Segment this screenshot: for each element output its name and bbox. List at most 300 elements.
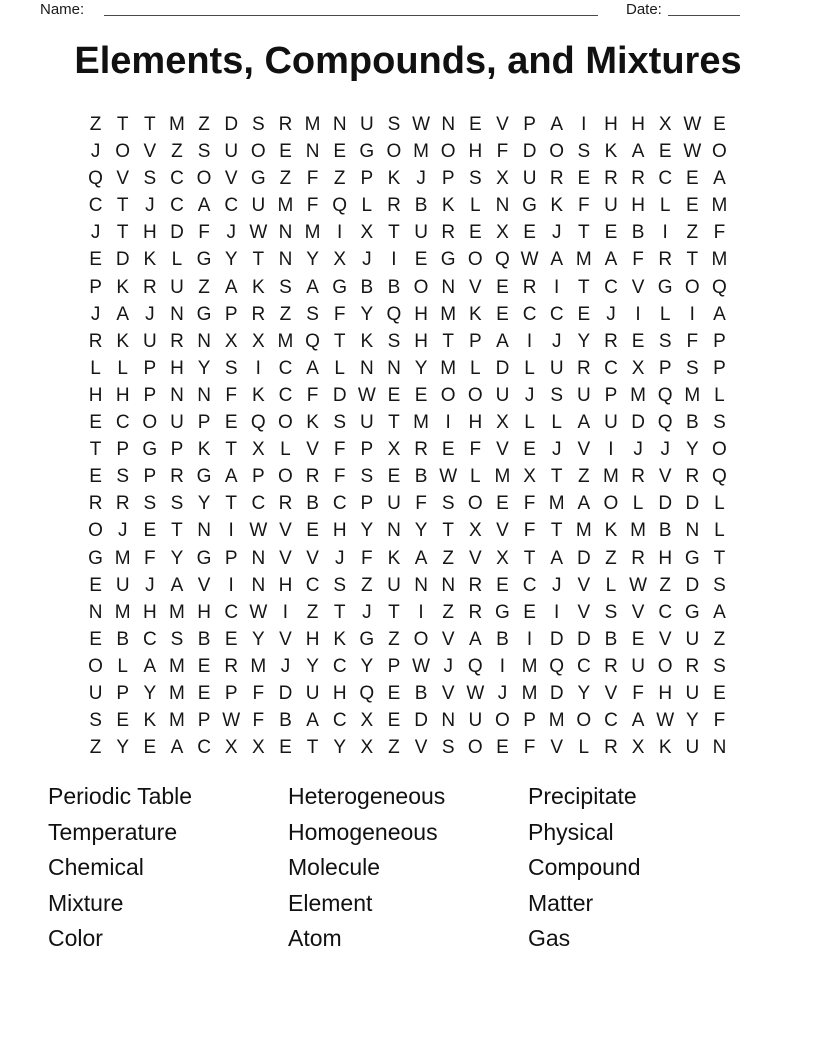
grid-letter: S (685, 357, 699, 379)
grid-letter: C (251, 493, 266, 515)
grid-letter: M (603, 466, 619, 488)
grid-letter: A (550, 547, 564, 569)
grid-letter: G (88, 547, 103, 569)
grid-letter: H (197, 601, 211, 623)
grid-letter: E (414, 249, 428, 271)
grid-letter: Z (361, 574, 373, 596)
grid-letter: J (90, 141, 101, 163)
grid-letter: A (197, 195, 211, 217)
grid-letter: R (604, 168, 618, 190)
grid-letter: T (333, 601, 346, 623)
grid-letter: E (224, 412, 238, 434)
grid-letter: U (115, 574, 130, 596)
grid-letter: Z (306, 601, 319, 623)
grid-letter: F (523, 493, 536, 515)
grid-letter: J (551, 439, 562, 461)
grid-letter: T (550, 520, 563, 542)
grid-letter: L (632, 493, 644, 515)
grid-letter: K (251, 276, 265, 298)
word-list-item: Mixture (48, 889, 124, 916)
grid-letter: S (713, 574, 726, 596)
grid-letter: I (526, 628, 533, 650)
grid-letter: G (684, 547, 700, 569)
grid-letter: S (170, 493, 184, 515)
grid-letter: F (632, 249, 644, 271)
grid-letter: C (115, 412, 130, 434)
grid-letter: B (387, 276, 401, 298)
grid-letter: D (278, 682, 293, 704)
grid-letter: S (251, 114, 265, 135)
grid-letter: F (252, 710, 265, 732)
grid-letter: N (441, 574, 456, 596)
grid-letter: E (468, 222, 482, 244)
grid-letter: R (631, 168, 645, 190)
grid-letter: N (251, 574, 266, 596)
grid-letter: L (659, 303, 671, 325)
grid-letter: B (306, 493, 319, 515)
grid-letter: S (170, 628, 184, 650)
grid-letter: R (387, 195, 401, 217)
grid-letter: I (689, 303, 695, 325)
grid-letter: K (468, 303, 482, 325)
grid-letter: C (197, 737, 211, 759)
grid-letter: Q (549, 655, 565, 677)
grid-letter: M (250, 655, 267, 677)
grid-letter: T (388, 222, 400, 244)
grid-letter: J (145, 195, 155, 217)
grid-letter: S (387, 114, 401, 135)
grid-letter: R (142, 276, 157, 298)
grid-letter: Y (414, 357, 428, 379)
grid-letter: N (414, 574, 428, 596)
grid-letter: I (581, 114, 587, 135)
grid-letter: V (279, 520, 292, 542)
grid-letter: C (576, 655, 591, 677)
grid-letter: L (551, 412, 562, 434)
grid-letter: C (604, 276, 618, 298)
grid-letter: U (414, 222, 428, 244)
grid-letter: J (145, 303, 155, 325)
grid-letter: M (277, 195, 294, 217)
grid-letter: Q (386, 303, 402, 325)
grid-letter: G (196, 249, 212, 271)
grid-letter: E (143, 520, 157, 542)
grid-letter: V (468, 276, 482, 298)
grid-letter: E (577, 303, 591, 325)
grid-letter: O (467, 249, 483, 271)
grid-letter: F (632, 682, 644, 704)
grid-letter: W (412, 114, 431, 135)
grid-letter: D (631, 412, 645, 434)
grid-letter: G (196, 466, 212, 488)
grid-letter: O (278, 466, 293, 488)
grid-letter: V (658, 628, 672, 650)
grid-letter: R (604, 737, 618, 759)
grid-letter: L (578, 737, 590, 759)
grid-letter: P (224, 547, 238, 569)
grid-letter: D (549, 682, 564, 704)
grid-letter: D (576, 628, 591, 650)
grid-letter: U (685, 682, 700, 704)
grid-letter: R (278, 114, 293, 135)
grid-letter: F (415, 493, 427, 515)
grid-letter: L (714, 520, 725, 542)
grid-letter: Y (414, 520, 428, 542)
grid-letter: A (604, 249, 618, 271)
grid-letter: Z (279, 168, 292, 190)
word-search-grid (82, 111, 733, 761)
grid-letter: E (143, 737, 157, 759)
grid-letter: E (197, 655, 211, 677)
grid-letter: X (631, 737, 645, 759)
grid-letter: V (224, 168, 238, 190)
grid-letter: M (521, 682, 538, 704)
grid-letter: Y (224, 249, 238, 271)
grid-letter: O (440, 141, 456, 163)
grid-letter: K (604, 141, 618, 163)
grid-letter: V (468, 547, 482, 569)
grid-letter: T (686, 249, 699, 271)
page-title: Elements, Compounds, and Mixtures (74, 40, 742, 82)
grid-letter: A (713, 601, 726, 623)
grid-letter: M (630, 384, 646, 406)
grid-letter: N (170, 303, 184, 325)
grid-letter: Q (657, 384, 673, 406)
grid-letter: T (442, 330, 454, 352)
grid-letter: E (713, 114, 726, 135)
grid-letter: U (685, 628, 700, 650)
grid-letter: B (116, 628, 130, 650)
grid-letter: E (89, 249, 102, 271)
grid-letter: S (143, 493, 157, 515)
grid-letter: E (523, 222, 536, 244)
grid-letter: T (171, 520, 183, 542)
grid-letter: X (468, 520, 482, 542)
grid-letter: I (662, 222, 668, 244)
grid-letter: Y (197, 357, 211, 379)
grid-letter: K (550, 195, 564, 217)
word-list-item: Color (48, 925, 103, 952)
grid-letter: N (712, 737, 727, 759)
grid-letter: E (387, 682, 401, 704)
grid-letter: T (116, 114, 129, 135)
grid-letter: N (685, 520, 700, 542)
grid-letter: N (495, 195, 510, 217)
grid-letter: O (196, 168, 212, 190)
grid-letter: S (306, 303, 319, 325)
grid-letter: U (305, 682, 320, 704)
grid-letter: A (577, 412, 591, 434)
grid-letter: F (713, 710, 726, 732)
date-label: Date: (626, 1, 662, 18)
grid-letter: A (631, 141, 645, 163)
grid-letter: H (115, 384, 130, 406)
grid-letter: P (143, 384, 157, 406)
grid-letter: X (496, 222, 509, 244)
grid-letter: B (279, 710, 292, 732)
grid-letter: R (305, 466, 320, 488)
grid-letter: E (604, 222, 618, 244)
word-list-item: Periodic Table (48, 783, 193, 809)
grid-letter: H (604, 114, 618, 135)
grid-letter: A (306, 276, 319, 298)
grid-letter: P (116, 439, 130, 461)
grid-letter: W (249, 520, 268, 542)
grid-letter: S (143, 168, 157, 190)
grid-letter: J (497, 682, 508, 704)
grid-letter: E (116, 710, 130, 732)
grid-letter: Y (577, 330, 591, 352)
grid-letter: U (251, 195, 266, 217)
grid-letter: J (117, 520, 128, 542)
grid-letter: R (658, 249, 673, 271)
grid-letter: K (251, 384, 265, 406)
grid-letter: A (550, 114, 564, 135)
grid-letter: N (251, 547, 266, 569)
grid-letter: D (685, 574, 700, 596)
grid-letter: W (222, 710, 241, 732)
grid-letter: G (359, 141, 375, 163)
grid-letter: T (388, 601, 400, 623)
grid-letter: Y (197, 493, 211, 515)
grid-letter: X (387, 439, 401, 461)
grid-letter: Z (442, 601, 454, 623)
grid-letter: T (89, 439, 102, 461)
grid-letter: W (357, 384, 376, 406)
grid-letter: V (143, 141, 157, 163)
grid-letter: E (685, 168, 699, 190)
grid-letter: T (116, 195, 129, 217)
grid-letter: F (306, 195, 319, 217)
grid-letter: K (658, 737, 672, 759)
grid-letter: C (278, 384, 293, 406)
grid-letter: G (142, 439, 158, 461)
grid-letter: I (554, 276, 560, 298)
grid-letter: T (306, 737, 319, 759)
grid-letter: M (548, 710, 565, 732)
grid-letter: J (362, 601, 372, 623)
grid-letter: Y (360, 303, 374, 325)
grid-letter: K (360, 330, 374, 352)
grid-letter: K (387, 168, 401, 190)
grid-letter: C (604, 357, 618, 379)
grid-letter: D (495, 357, 510, 379)
grid-letter: D (549, 628, 564, 650)
grid-letter: Y (360, 655, 374, 677)
grid-letter: X (496, 412, 509, 434)
grid-letter: A (496, 330, 509, 352)
grid-letter: I (608, 439, 614, 461)
grid-letter: P (360, 493, 374, 515)
grid-letter: E (468, 114, 482, 135)
grid-letter: L (659, 195, 671, 217)
grid-letter: R (631, 547, 645, 569)
grid-letter: M (169, 682, 185, 704)
grid-letter: O (278, 412, 293, 434)
grid-letter: E (577, 168, 591, 190)
grid-letter: Q (495, 249, 510, 271)
grid-letter: M (711, 249, 728, 271)
grid-letter: R (468, 601, 483, 623)
grid-letter: C (88, 195, 103, 217)
grid-letter: M (521, 655, 538, 677)
grid-letter: O (142, 412, 158, 434)
grid-letter: J (524, 384, 535, 406)
grid-letter: Q (467, 655, 483, 677)
grid-letter: C (604, 710, 618, 732)
grid-letter: N (278, 222, 293, 244)
grid-letter: T (225, 439, 237, 461)
grid-letter: T (578, 276, 590, 298)
grid-letter: D (115, 249, 130, 271)
grid-letter: D (576, 547, 591, 569)
grid-letter: M (169, 655, 185, 677)
grid-letter: O (250, 141, 266, 163)
grid-letter: Z (171, 141, 183, 163)
grid-letter: T (388, 412, 400, 434)
grid-letter: K (197, 439, 211, 461)
grid-letter: R (170, 330, 184, 352)
grid-letter: N (359, 357, 374, 379)
word-list-column-1 (48, 779, 288, 957)
grid-letter: W (466, 682, 485, 704)
grid-letter: M (440, 303, 457, 325)
grid-letter: T (523, 547, 536, 569)
grid-letter: O (413, 628, 429, 650)
grid-letter: I (337, 222, 343, 244)
grid-letter: A (143, 655, 157, 677)
grid-letter: X (658, 114, 672, 135)
grid-letter: R (170, 466, 184, 488)
grid-letter: H (631, 195, 645, 217)
grid-letter: J (362, 249, 372, 271)
grid-letter: H (170, 357, 184, 379)
grid-letter: I (526, 330, 533, 352)
word-list (48, 779, 641, 957)
grid-letter: F (333, 303, 346, 325)
grid-letter: Z (333, 168, 346, 190)
grid-letter: G (196, 303, 212, 325)
grid-letter: S (360, 466, 374, 488)
grid-letter: F (523, 520, 536, 542)
grid-letter: A (713, 168, 726, 190)
grid-letter: F (252, 682, 265, 704)
grid-letter: D (685, 493, 700, 515)
grid-letter: F (144, 547, 156, 569)
grid-letter: O (549, 141, 565, 163)
grid-letter: I (418, 601, 424, 623)
grid-letter: U (359, 412, 374, 434)
grid-letter: U (88, 682, 103, 704)
grid-letter: M (304, 222, 321, 244)
grid-letter: L (334, 357, 345, 379)
grid-letter: S (713, 655, 726, 677)
grid-letter: E (89, 574, 102, 596)
grid-letter: C (549, 303, 564, 325)
grid-letter: B (414, 195, 428, 217)
grid-letter: G (495, 601, 510, 623)
grid-letter: S (197, 141, 211, 163)
grid-letter: N (441, 114, 456, 135)
word-list-item: Homogeneous (288, 818, 438, 845)
word-list-item: Gas (528, 925, 571, 952)
grid-letter: N (387, 357, 401, 379)
grid-letter: G (332, 276, 348, 298)
grid-letter: Y (685, 710, 699, 732)
grid-letter: K (387, 547, 401, 569)
grid-letter: E (89, 412, 102, 434)
word-list-item: Element (288, 889, 373, 916)
grid-letter: W (656, 710, 675, 732)
grid-letter: D (332, 384, 347, 406)
grid-letter: I (228, 574, 234, 596)
grid-letter: M (277, 330, 294, 352)
grid-letter: N (387, 520, 401, 542)
word-list-item: Precipitate (528, 783, 637, 809)
grid-letter: P (89, 276, 102, 298)
grid-letter: O (712, 141, 727, 163)
grid-letter: P (360, 168, 374, 190)
grid-letter: L (470, 357, 481, 379)
grid-letter: A (713, 303, 726, 325)
grid-letter: H (142, 222, 157, 244)
grid-letter: H (414, 303, 428, 325)
grid-letter: O (88, 655, 103, 677)
grid-letter: M (575, 520, 592, 542)
grid-letter: W (249, 222, 268, 244)
grid-letter: U (631, 655, 645, 677)
grid-letter: N (332, 114, 347, 135)
grid-letter: M (304, 114, 321, 135)
grid-letter: E (333, 141, 347, 163)
grid-letter: N (441, 276, 456, 298)
grid-letter: P (604, 384, 618, 406)
grid-letter: F (469, 439, 482, 461)
grid-letter: U (387, 574, 401, 596)
grid-letter: T (578, 222, 590, 244)
grid-letter: J (633, 439, 643, 461)
grid-letter: R (88, 330, 103, 352)
grid-letter: H (468, 141, 483, 163)
grid-letter: V (631, 276, 645, 298)
grid-letter: R (224, 655, 239, 677)
grid-letter: G (250, 168, 266, 190)
grid-letter: O (386, 141, 402, 163)
grid-letter: B (685, 412, 699, 434)
grid-letter: J (90, 222, 101, 244)
grid-letter: M (630, 520, 646, 542)
grid-letter: R (685, 466, 700, 488)
grid-letter: X (224, 330, 238, 352)
grid-letter: R (549, 168, 564, 190)
grid-letter: M (684, 384, 701, 406)
grid-letter: O (657, 655, 673, 677)
grid-letter: R (251, 303, 266, 325)
grid-letter: N (197, 330, 211, 352)
grid-letter: K (143, 249, 157, 271)
grid-letter: Y (333, 737, 347, 759)
grid-letter: H (414, 330, 428, 352)
date-blank-line (668, 15, 740, 16)
grid-letter: E (387, 466, 401, 488)
grid-letter: E (685, 195, 699, 217)
grid-letter: M (711, 195, 728, 217)
grid-letter: Y (577, 682, 591, 704)
grid-letter: O (684, 276, 700, 298)
grid-letter: N (305, 141, 320, 163)
grid-letter: V (414, 737, 428, 759)
grid-letter: U (170, 412, 184, 434)
